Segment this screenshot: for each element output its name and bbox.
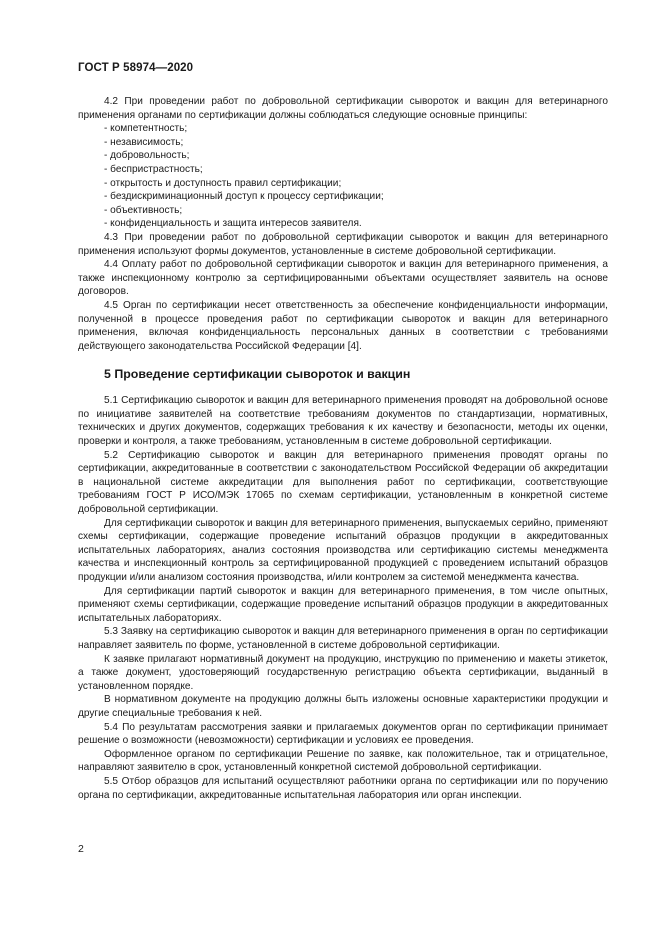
principles-list — [78, 122, 608, 231]
list-item: - компетентность; — [104, 123, 188, 135]
section-5-title: 5 Проведение сертификации сывороток и вакцин — [104, 367, 411, 382]
paragraph-5-5: 5.5 Отбор образцов для испытаний осуществляют работники органа по сертификации или по поручению органа по сертификации, аккредитованные испытательная лаборатория или орган инспекции. — [78, 775, 608, 801]
paragraph-5-3-norm: В нормативном документе на продукцию должны быть изложены основные характеристики продукции и другие специальные требования к ней. — [78, 694, 608, 719]
paragraph-5-2-serial: Для сертификации сывороток и вакцин для ветеринарного применения, выпускаемых серийно, применяют схемы сертификации, содержащие проведение испытаний образцов продукции в аккредитованных испытательных лабораториях, анализ состояния производства или сертификацию системы менеджмента качества и инспекционный контроль за сертифицированной продукцией с проведением испытаний образцов продукции и/или анализом состояния производства, и/или контролем за системой менеджмента качества. — [78, 517, 608, 583]
list-item: - открытость и доступность правил сертификации; — [104, 177, 342, 189]
list-item: - беспристрастность; — [104, 163, 203, 175]
list-item: - бездискриминационный доступ к процессу сертификации; — [104, 191, 384, 203]
paragraph-4-2: 4.2 При проведении работ по добровольной сертификации сывороток и вакцин для ветеринарного применения органами по сертификации должны соблюдаться следующие основные принципы: — [78, 96, 608, 121]
paragraph-5-2-batch: Для сертификации партий сывороток и вакцин для ветеринарного применения, в том числе опытных, применяют схемы сертификации, содержащие проведение испытаний образцов продукции в аккредитованных испытательных лабораториях. — [78, 585, 608, 624]
list-item: - добровольность; — [104, 150, 190, 162]
paragraph-4-3: 4.3 При проведении работ по добровольной сертификации сывороток и вакцин для ветеринарного применения используют формы документов, установленные в системе добровольной сертификации. — [78, 231, 608, 257]
list-item: - объективность; — [104, 204, 183, 216]
paragraph-5-3-attach: К заявке прилагают нормативный документ на продукцию, инструкцию по применению и макеты этикеток, а также документ, удостоверяющий государственную регистрацию объекта сертификации, выданный в установленном порядке. — [78, 653, 608, 692]
paragraph-4-5: 4.5 Орган по сертификации несет ответственность за обеспечение конфиденциальности информации, полученной в процессе проведения работ по сертификации сывороток и вакцин для ветеринарного применения, включая конфиденциальность персональных данных в соответствии с требованиями действующего законодательства Российской Федерации [4]. — [78, 299, 608, 352]
paragraph-4-4: 4.4 Оплату работ по добровольной сертификации сывороток и вакцин для ветеринарного применения, а также инспекционному контролю за сертифицированными объектами осуществляет заявитель на основе договоров. — [78, 259, 608, 298]
paragraph-5-2: 5.2 Сертификацию сывороток и вакцин для ветеринарного применения проводят органы по сертификации, аккредитованные в соответствии с законодательством Российской Федерации об аккредитации в национальной системе аккредитации для выполнения работ по сертификации, соответствующие требованиям ГОСТ Р ИСО/МЭК 17065 по схемам сертификации, установленным в конкретной системе добровольной сертификации. — [78, 449, 608, 516]
document-header: ГОСТ Р 58974—2020 — [78, 62, 194, 74]
list-item: - конфиденциальность и защита интересов заявителя. — [104, 218, 362, 230]
page-number: 2 — [78, 843, 84, 855]
paragraph-5-4: 5.4 По результатам рассмотрения заявки и прилагаемых документов орган по сертификации принимает решение о возможности (невозможности) сертификации и условиях ее проведения. — [78, 721, 608, 747]
paragraph-5-3: 5.3 Заявку на сертификацию сывороток и вакцин для ветеринарного применения в орган по сертификации направляет заявитель по форме, установленной в системе добровольной сертификации. — [78, 626, 608, 651]
paragraph-5-1: 5.1 Сертификацию сывороток и вакцин для ветеринарного применения проводят на добровольной основе по инициативе заявителей на соответствие требованиям документов по стандартизации, нормативных, технических и других документов, содержащих требования к их качеству и безопасности, методы их оценки, проверки и контроля, а также требованиям, установленным в системе добровольной сертификации. — [78, 395, 608, 448]
paragraph-5-4-decision: Оформленное органом по сертификации Решение по заявке, как положительное, так и отрицательное, направляют заявителю в срок, установленный конкретной системой добровольной сертификации. — [78, 748, 608, 774]
list-item: - независимость; — [104, 136, 184, 148]
document-body — [78, 95, 608, 802]
